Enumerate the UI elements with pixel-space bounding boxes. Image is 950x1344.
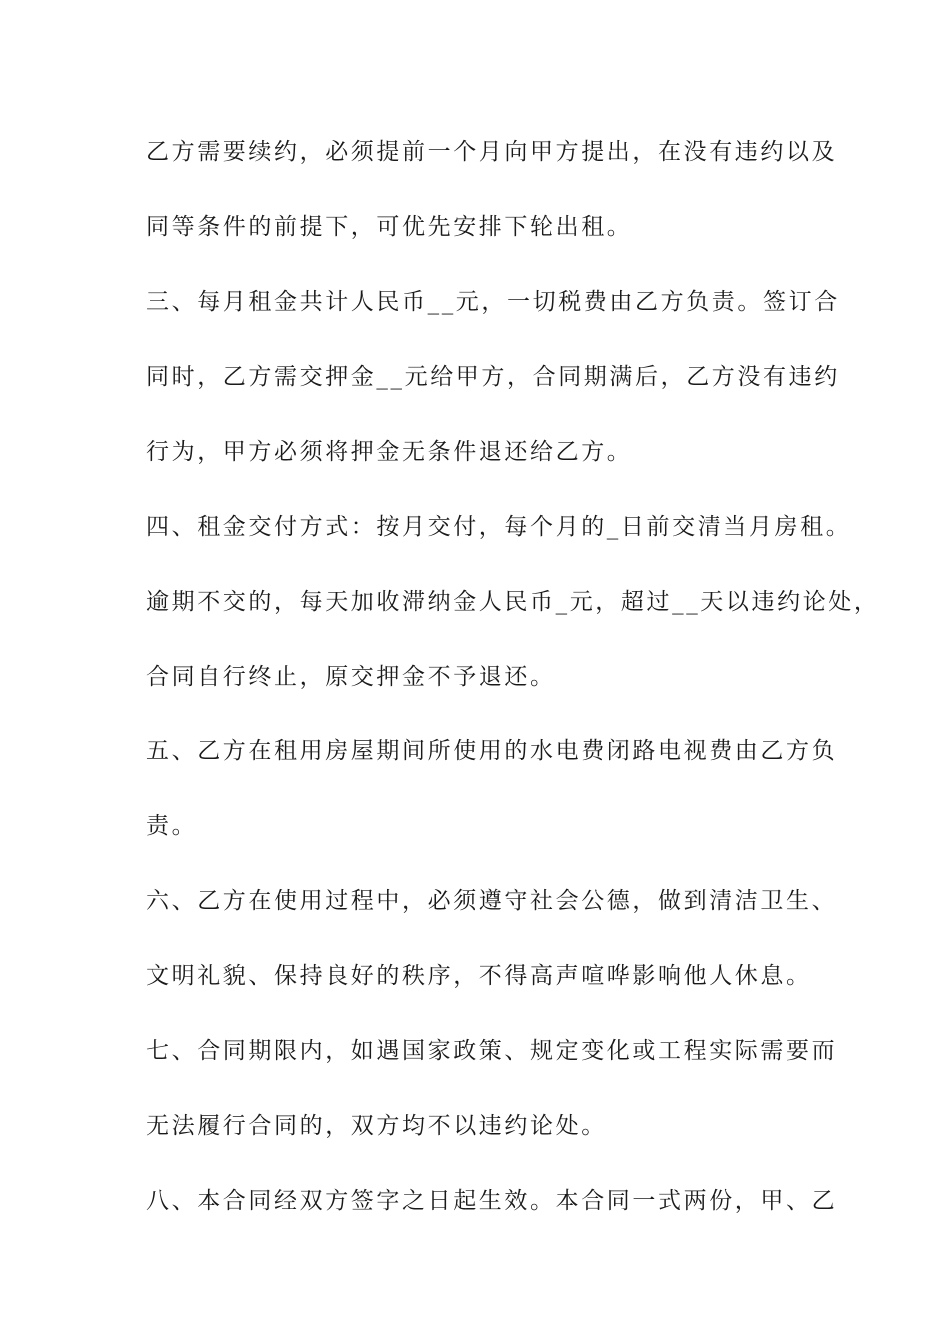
text-line: 行为，甲方必须将押金无条件退还给乙方。	[146, 439, 633, 465]
text-line: 乙方需要续约，必须提前一个月向甲方提出，在没有违约以及	[146, 139, 838, 165]
text-line: 五、乙方在租用房屋期间所使用的水电费闭路电视费由乙方负	[146, 738, 838, 764]
text-line: 三、每月租金共计人民币__元，一切税费由乙方负责。签订合	[146, 289, 840, 315]
text-line: 四、租金交付方式：按月交付，每个月的_日前交清当月房租。	[146, 514, 852, 540]
text-line: 六、乙方在使用过程中，必须遵守社会公德，做到清洁卫生、	[146, 888, 838, 914]
text-line: 七、合同期限内，如遇国家政策、规定变化或工程实际需要而	[146, 1038, 838, 1064]
text-line: 无法履行合同的，双方均不以违约论处。	[146, 1113, 607, 1139]
text-line: 文明礼貌、保持良好的秩序，不得高声喧哗影响他人休息。	[146, 963, 812, 989]
text-line: 同等条件的前提下，可优先安排下轮出租。	[146, 214, 633, 240]
text-line: 同时，乙方需交押金__元给甲方，合同期满后，乙方没有违约	[146, 364, 840, 390]
text-line: 合同自行终止，原交押金不予退还。	[146, 664, 556, 690]
text-line: 八、本合同经双方签字之日起生效。本合同一式两份，甲、乙	[146, 1188, 838, 1214]
text-line: 逾期不交的，每天加收滞纳金人民币_元，超过__天以违约论处，	[146, 589, 880, 615]
text-line: 责。	[146, 813, 198, 839]
